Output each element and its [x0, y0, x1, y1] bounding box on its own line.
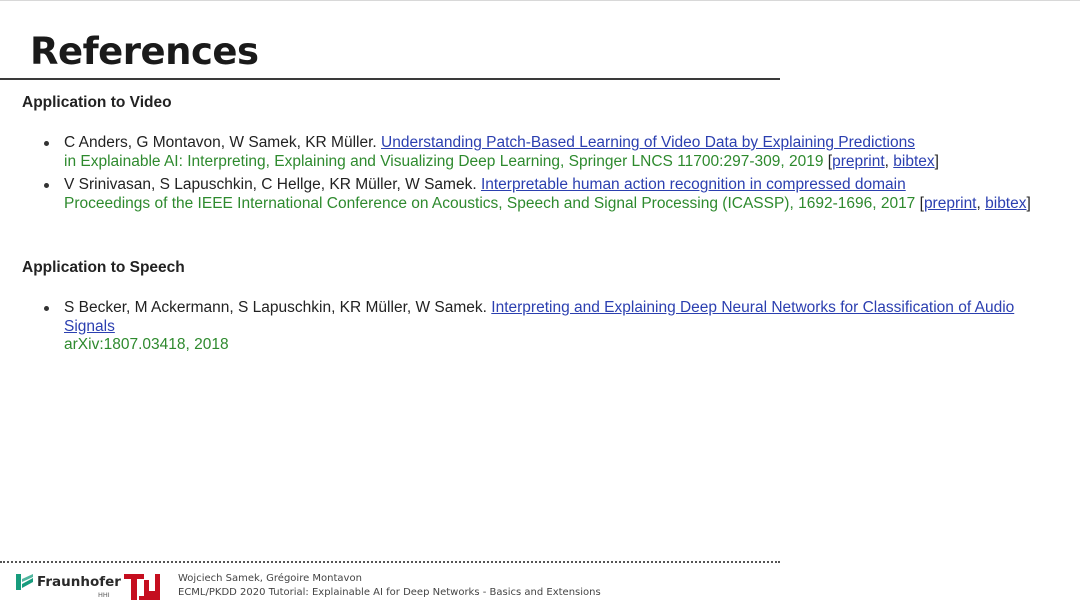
footer-presenters: Wojciech Samek, Grégoire Montavon [178, 573, 362, 584]
fraunhofer-logo [16, 573, 121, 603]
reference-item: C Anders, G Montavon, W Samek, KR Müller. Understanding Patch-Based Learning of Video Data by Explaining Predictions in Explainable AI: Interpreting, Explaining and Visualizing Deep Learning, Springer LNCS 11700:297-309, 2019 [preprint, bibtex] [0, 134, 1064, 171]
reference-venue: Proceedings of the IEEE International Conference on Acoustics, Speech and Signal Processing (ICASSP), 1692-1696, 2017 [64, 194, 916, 212]
footer-text [178, 572, 601, 600]
reference-title-link[interactable]: Interpreting and Explaining Deep Neural Networks for Classification of Audio Signals [64, 299, 1015, 335]
fraunhofer-hhi: HHI [98, 591, 110, 599]
bullet-icon [44, 141, 49, 146]
footer-event: ECML/PKDD 2020 Tutorial: Explainable AI for Deep Networks - Basics and Extensions [178, 587, 601, 598]
bullet-icon [44, 183, 49, 188]
reference-item [0, 299, 1064, 355]
bibtex-link[interactable]: bibtex [985, 194, 1027, 212]
fraunhofer-mark-icon [16, 574, 34, 590]
reference-authors: V Srinivasan, S Lapuschkin, C Hellge, KR Müller, W Samek. [64, 176, 481, 193]
reference-list-speech [0, 299, 1064, 360]
reference-item: V Srinivasan, S Lapuschkin, C Hellge, KR Müller, W Samek. Interpretable human action recognition in compressed domain Proceedings of the IEEE International Conference on Acoustics, Speech and Signal Processing (ICASSP), 1692-1696, 2017 [preprint, bibtex] [0, 176, 1064, 213]
bullet-icon [44, 306, 49, 311]
reference-venue: arXiv:1807.03418, 2018 [64, 336, 229, 353]
section-heading-speech: Application to Speech [22, 259, 185, 276]
footer-divider [0, 561, 780, 563]
top-border [0, 0, 1080, 1]
reference-title-link[interactable]: Understanding Patch-Based Learning of Video Data by Explaining Predictions [381, 134, 915, 151]
reference-title-link[interactable]: Interpretable human action recognition in compressed domain [480, 176, 906, 193]
reference-venue: in Explainable AI: Interpreting, Explaining and Visualizing Deep Learning, Springer LNCS 11700:297-309, 2019 [64, 152, 824, 170]
reference-authors: S Becker, M Ackermann, S Lapuschkin, KR Müller, W Samek. [64, 299, 492, 316]
tu-berlin-logo [124, 572, 162, 602]
page-title: References [30, 30, 259, 73]
fraunhofer-name: Fraunhofer [37, 574, 121, 590]
bibtex-link[interactable]: bibtex [893, 152, 935, 170]
section-heading-video: Application to Video [22, 94, 172, 111]
reference-authors: C Anders, G Montavon, W Samek, KR Müller. [64, 134, 382, 151]
preprint-link[interactable]: preprint [923, 194, 977, 212]
preprint-link[interactable]: preprint [832, 152, 885, 170]
title-underline [0, 78, 780, 80]
reference-list-video [0, 134, 1064, 218]
